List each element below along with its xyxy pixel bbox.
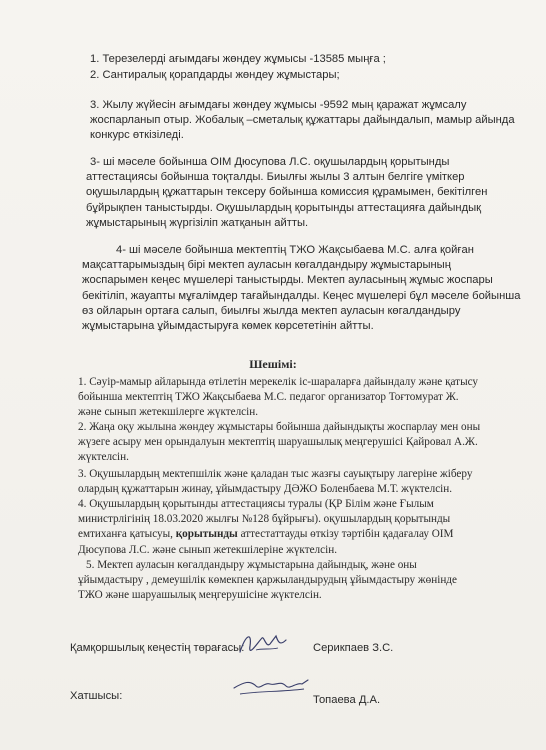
item-2: 2. Сантиралық қорапдарды жөндеу жұмыстары; <box>90 69 340 82</box>
chair-signature <box>236 628 296 662</box>
decision-4: 4. Оқушылардың қорытынды аттестациясы туралы (ҚР Білім және Ғылым министрлігінің 18.03.2020 жылғы №128 бұйрығы). оқушылардың қорытынды емтиханға қатысуы, қорытынды аттестаттауды өткізу тәртібін қадағалау ОІМ Дюсупова Л.С. және сынып жетекшілеріне жүктелсін. <box>78 498 454 556</box>
item-3: 3. Жылу жүйесін ағымдағы жөндеу жұмысы -9592 мың қаражат жұмсалу жоспарланып отыр. Жобалық –сметалық құжаттары дайындалып, мамыр айында конкурс өткізіледі. <box>90 99 515 142</box>
secretary-name: Топаева Д.А. <box>313 694 381 706</box>
secretary-label: Хатшысы: <box>70 690 123 702</box>
secretary-signature <box>230 674 312 704</box>
decision-3: 3. Оқушылардың мектепшілік және қаладан тыс жазғы сауықтыру лагеріне жіберу олардың құжаттарын жинау, ұйымдастыру ДӘЖО Боленбаева М.Т. жүктелсін. <box>78 468 473 496</box>
decision-title: Шешімі: <box>249 357 297 371</box>
chair-label: Қамқоршылық кеңестің төрағасы: <box>70 642 245 654</box>
decision-2: 2. Жаңа оқу жылына жөндеу жұмыстары бойынша дайындықты жоспарлау мен оны жүзеге асыру мен орындалуын мектептің шаруашылық меңгерушісі Қайровал А.Ж. жүктелсін. <box>78 421 481 464</box>
chair-name: Серикпаев З.С. <box>313 642 394 654</box>
bold-word: қорытынды <box>175 528 238 541</box>
question-3-paragraph: 3- ші мәселе бойынша ОІМ Дюсупова Л.С. оқушылардың қорытынды аттестациясы бойынша тоқталды. Биылғы жылы 3 алтын белгіге үміткер оқушылардың құжаттарын тексеру бойынша комиссия құрамымен, бекітілген бұйрықпен таныстырды. Оқушылардың қорытынды аттестацияға дайындық жұмыстарының жүргізіліп жатқанын айтты. <box>86 156 488 229</box>
repair-items <box>90 52 386 83</box>
question-4-paragraph: 4- ші мәселе бойынша мектептің ТЖО Жақсыбаева М.С. алға қойған мақсаттарымыздың бірі мектеп ауласын көгалдандыру жұмыстарының жоспарымен кеңес мүшелері таныстырды. Мектеп ауласының жұмыс жоспары бекітіліп, жауапты мұғалімдер тағайындалды. Кеңес мүшелері бұл мәселе бойынша өз ойларын ортаға салып, биылғы жылда мектеп ауласын көгалдандыру жұмыстарына ұйымдастыруға көмек көрсететінін айтты. <box>82 244 521 333</box>
decision-5: 5. Мектеп ауласын көгалдандыру жұмыстарына дайындық, және оны ұйымдастыру , демеушілік көмекпен қаржыландырудың ұйымдастыру жөнінде ТЖО және шаруашылық меңгерушісіне жүктелсін. <box>78 559 457 602</box>
decision-1: 1. Сәуір-мамыр айларында өтілетін мерекелік іс-шараларға дайындалу және қатысу бойынша мектептің ТЖО Жақсыбаева М.С. педагог организатор Тоғтомурат Ж. және сынып жетекшілерге жүктелсін. <box>78 376 478 419</box>
item-1: 1. Терезелерді ағымдағы жөндеу жұмысы -13585 мыңға ; <box>90 53 386 65</box>
